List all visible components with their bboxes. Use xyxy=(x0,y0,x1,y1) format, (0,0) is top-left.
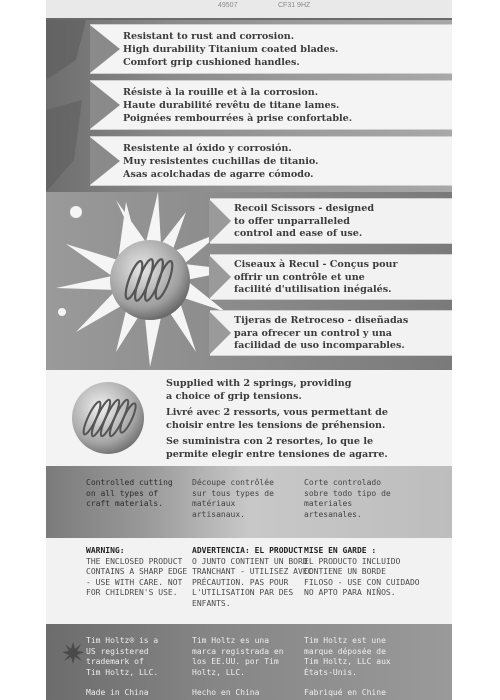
barcode-code: CF31 9HZ xyxy=(278,2,311,9)
cutting-text-fr xyxy=(192,478,274,520)
springs-band xyxy=(46,370,452,466)
recoil-line: offrir un contrôle et une xyxy=(234,271,365,283)
feature-line: Poignées rembourrées à prise confortable. xyxy=(123,113,353,124)
product-packaging-card xyxy=(46,0,452,700)
feature-line: Asas acolchadas de agarre cómodo. xyxy=(123,169,314,180)
recoil-line: Recoil Scissors - designed xyxy=(234,203,375,214)
text-line: marque déposée de xyxy=(304,646,386,656)
recoil-panel-fr xyxy=(210,254,452,300)
chevron-icon xyxy=(90,137,120,185)
text-line: CONTAINS A SHARP EDGE xyxy=(86,567,188,576)
text-line: CONTIENE UN BORDE xyxy=(304,567,386,576)
springs-line-en-2: a choice of grip tensions. xyxy=(166,390,302,402)
text-line: NO APTO PARA NIÑOS. xyxy=(304,588,396,597)
recoil-line: control and ease of use. xyxy=(234,228,363,239)
text-line: FOR CHILDREN'S USE. xyxy=(86,588,178,597)
recoil-line: para ofrecer un control y una xyxy=(234,327,393,339)
recoil-line: facilité d'utilisation inégalés. xyxy=(234,284,392,295)
text-line: sobre todo tipo de xyxy=(304,488,391,498)
warning-heading: MISE EN GARDE : xyxy=(304,546,377,555)
springs-line-fr-1: Livré avec 2 ressorts, vous permettant de xyxy=(166,407,388,418)
text-line: EL PRODUCTO INCLUIDO xyxy=(304,556,401,566)
text-line: ENFANTS. xyxy=(192,598,231,608)
springs-image xyxy=(66,378,150,456)
text-line: craft materials. xyxy=(86,499,164,508)
warning-text-fr xyxy=(192,546,312,609)
feature-panel-es xyxy=(90,136,452,186)
text-line: Tim Holtz, LLC aux xyxy=(304,657,391,666)
text-line: los EE.UU. por Tim xyxy=(192,657,279,666)
springs-line-es-1: Se suministra con 2 resortes, lo que le xyxy=(166,436,374,447)
feature-line: Resistant to rust and corrosion. xyxy=(123,31,295,42)
recoil-line: facilidad de uso incomparables. xyxy=(234,340,405,351)
springs-line-fr-2: choisir entre les tensions de préhension. xyxy=(166,419,386,431)
trademark-text-es xyxy=(192,636,284,678)
product-code: 49507 xyxy=(218,2,238,9)
feature-line: Haute durabilité revêtu de titane lames. xyxy=(123,100,340,111)
text-line: artesanales. xyxy=(304,509,362,519)
warning-text-es xyxy=(304,546,420,599)
text-line: artisanaux. xyxy=(192,509,245,519)
text-line: sur tous types de xyxy=(192,488,274,498)
text-line: trademark of xyxy=(86,657,144,666)
warning-heading: WARNING: xyxy=(86,546,125,555)
text-line: TRANCHANT - UTILISEZ AVEC xyxy=(192,567,313,576)
text-line: Controlled cutting xyxy=(86,478,173,487)
text-line: Tim Holtz est une xyxy=(304,636,386,645)
recoil-panel-es xyxy=(210,310,452,356)
cutting-text-en xyxy=(86,478,173,510)
recoil-line: Ciseaux à Recul - Conçus pour xyxy=(234,259,398,270)
cutting-band xyxy=(46,466,452,538)
text-line: on all types of xyxy=(86,488,159,498)
text-line: matériaux xyxy=(192,499,236,508)
recoil-panel-en xyxy=(210,198,452,244)
text-line: US registered xyxy=(86,646,149,656)
text-line: Tim Holtz, LLC. xyxy=(86,667,159,677)
top-strip xyxy=(46,0,452,20)
text-line: - USE WITH CARE. NOT xyxy=(86,577,183,587)
text-line: FILOSO - USE CON CUIDADO xyxy=(304,577,420,587)
made-in-fr: Fabriqué en Chine xyxy=(304,688,386,697)
text-line: Holtz, LLC. xyxy=(192,667,245,677)
splat-logo-icon xyxy=(60,640,86,666)
chevron-icon xyxy=(209,199,231,243)
text-line: Tim Holtz es una xyxy=(192,636,270,645)
text-line: PRÉCAUTION. PAS POUR xyxy=(192,577,289,587)
cutting-text-es xyxy=(304,478,391,520)
trademark-text-en xyxy=(86,636,158,678)
made-in-en: Made in China xyxy=(86,688,149,697)
recoil-line: to offer unparralleled xyxy=(234,215,350,227)
text-line: L'UTILISATION PAR DES xyxy=(192,588,294,597)
text-line: THE ENCLOSED PRODUCT xyxy=(86,556,183,566)
feature-line: Muy resistentes cuchillas de titanio. xyxy=(123,156,319,167)
feature-line: Résiste à la rouille et à la corrosion. xyxy=(123,87,319,98)
springs-line-es-2: permite elegir entre tensiones de agarre. xyxy=(166,448,388,460)
warning-heading: ADVERTENCIA: EL PRODUCT xyxy=(192,546,303,555)
chevron-icon xyxy=(90,81,120,129)
feature-panel-fr xyxy=(90,80,452,130)
text-line: marca registrada en xyxy=(192,646,284,656)
chevron-icon xyxy=(90,25,120,73)
chevron-icon xyxy=(209,255,231,299)
text-line: États-Unis. xyxy=(304,667,357,677)
feature-line: High durability Titanium coated blades. xyxy=(123,44,339,55)
warning-band xyxy=(46,538,452,624)
text-line: Découpe contrôlée xyxy=(192,478,274,487)
springs-line-en-1: Supplied with 2 springs, providing xyxy=(166,378,352,389)
recoil-line: Tijeras de Retroceso - diseñadas xyxy=(234,315,409,326)
recoil-band xyxy=(46,192,452,370)
made-in-es: Hecho en China xyxy=(192,688,260,697)
text-line: materiales xyxy=(304,499,353,508)
text-line: Tim Holtz® is a xyxy=(86,636,159,645)
trademark-band xyxy=(46,624,452,700)
chevron-icon xyxy=(209,311,231,355)
feature-line: Resistente al óxido y corrosión. xyxy=(123,143,292,154)
features-band xyxy=(46,20,452,192)
trademark-text-fr xyxy=(304,636,391,678)
feature-line: Comfort grip cushioned handles. xyxy=(123,57,300,68)
feature-panel-en xyxy=(90,24,452,74)
text-line: O JUNTO CONTIENT UN BORD xyxy=(192,556,308,566)
warning-text-en xyxy=(86,546,187,599)
text-line: Corte controlado xyxy=(304,478,382,487)
